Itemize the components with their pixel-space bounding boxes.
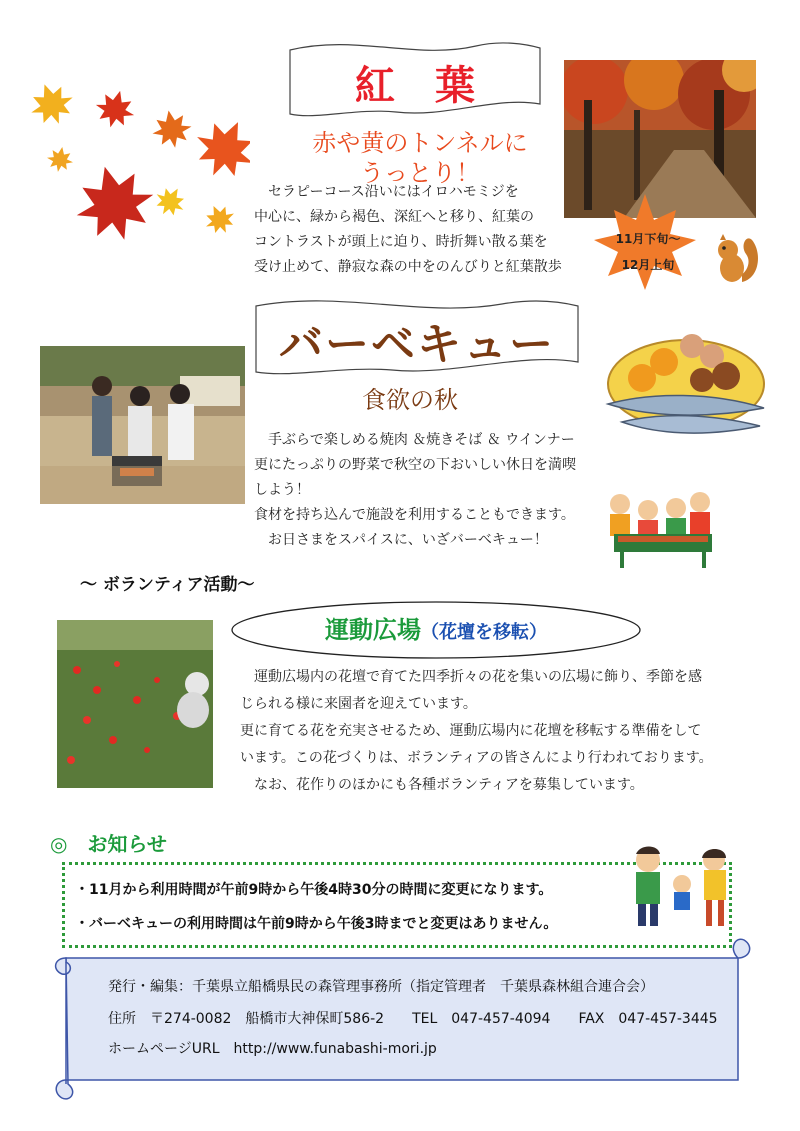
volunteer-body-line: 運動広場内の花壇で育てた四季折々の花を集いの広場に飾り、季節を感 xyxy=(240,669,702,685)
flower-garden-photo xyxy=(57,620,213,788)
autumn-subtitle xyxy=(290,128,550,188)
season-badge-leaf xyxy=(590,192,700,292)
autumn-body-line: 受け止めて、静寂な森の中をのんびりと紅葉散歩 xyxy=(254,259,562,275)
squirrel-illustration xyxy=(712,232,762,286)
volunteer-body-line: います。この花づくりは、ボランティアの皆さんにより行われております。 xyxy=(240,750,713,766)
autumn-body-line: 中心に、緑から褐色、深紅へと移り、紅葉の xyxy=(254,209,534,225)
publisher-line: 発行・編集：千葉県立船橋県民の森管理事務所（指定管理者 千葉県森林組合連合会） xyxy=(108,979,654,995)
volunteer-title-ellipse xyxy=(230,600,642,660)
notice-item: ・11月から利用時間が午前9時から午後4時30分の時間に変更になります。 xyxy=(75,882,553,898)
autumn-body-line: コントラストが頭上に迫り、時折舞い散る葉を xyxy=(254,234,548,250)
bbq-people-photo xyxy=(40,346,245,504)
autumn-title: 紅葉 xyxy=(355,63,515,109)
notice-item: ・バーベキューの利用時間は午前9時から午後3時までと変更はありません。 xyxy=(75,916,558,932)
volunteer-title-sub: （花壇を移転） xyxy=(421,622,547,643)
publisher-scroll xyxy=(48,938,760,1102)
bbq-body-line: しよう！ xyxy=(254,482,310,498)
autumn-title-banner xyxy=(286,40,544,122)
volunteer-title-main: 運動広場 xyxy=(325,616,421,644)
address-line: 住所 〒274-0082 船橋市大神保町586-2 TEL 047-457-4094 FAX 047-457-3445 xyxy=(108,1011,718,1027)
bbq-body-line: 食材を持ち込んで施設を利用することもできます。 xyxy=(254,507,575,523)
season-badge-line2: 12月上旬 xyxy=(621,258,675,272)
notice-heading: ◎ お知らせ xyxy=(50,832,167,856)
autumn-subtitle-line1: 赤や黄のトンネルに xyxy=(312,129,528,157)
autumn-body xyxy=(254,180,574,280)
volunteer-body-line: じられる様に来園者を迎えています。 xyxy=(240,696,477,712)
volunteer-title xyxy=(230,610,642,645)
bbq-title: バーベキュー xyxy=(279,319,555,370)
bbq-subtitle: 食欲の秋 xyxy=(362,386,458,414)
fish-chestnut-clipart xyxy=(602,326,770,448)
autumn-subtitle-line2: うっとり！ xyxy=(360,159,480,187)
season-badge-line1: 11月下旬～ xyxy=(615,232,681,246)
bbq-body xyxy=(254,428,614,553)
homepage-line xyxy=(108,1038,437,1058)
bbq-body-line: お日さまをスパイスに、いざバーベキュー！ xyxy=(254,532,548,548)
bbq-body-line: 更にたっぷりの野菜で秋空の下おいしい休日を満喫 xyxy=(254,457,576,473)
homepage-url-link[interactable]: ホームページURL http://www.funabashi-mori.jp xyxy=(108,1041,437,1057)
volunteer-body-line: なお、花作りのほかにも各種ボランティアを募集しています。 xyxy=(240,777,644,793)
bbq-body-line: 手ぶらで楽しめる焼肉 ＆焼きそば ＆ ウインナー xyxy=(254,432,575,448)
volunteer-body-line: 更に育てる花を充実させるため、運動広場内に花壇を移転する準備をして xyxy=(240,723,702,739)
family-walking-clipart xyxy=(620,844,740,930)
autumn-body-line: セラピーコース沿いにはイロハモミジを xyxy=(254,184,519,200)
bbq-title-banner xyxy=(252,296,582,380)
volunteer-heading: ～ ボランティア活動～ xyxy=(80,575,255,595)
family-grill-clipart xyxy=(600,486,718,570)
volunteer-body xyxy=(240,664,740,799)
maple-leaves-clipart xyxy=(20,70,250,260)
